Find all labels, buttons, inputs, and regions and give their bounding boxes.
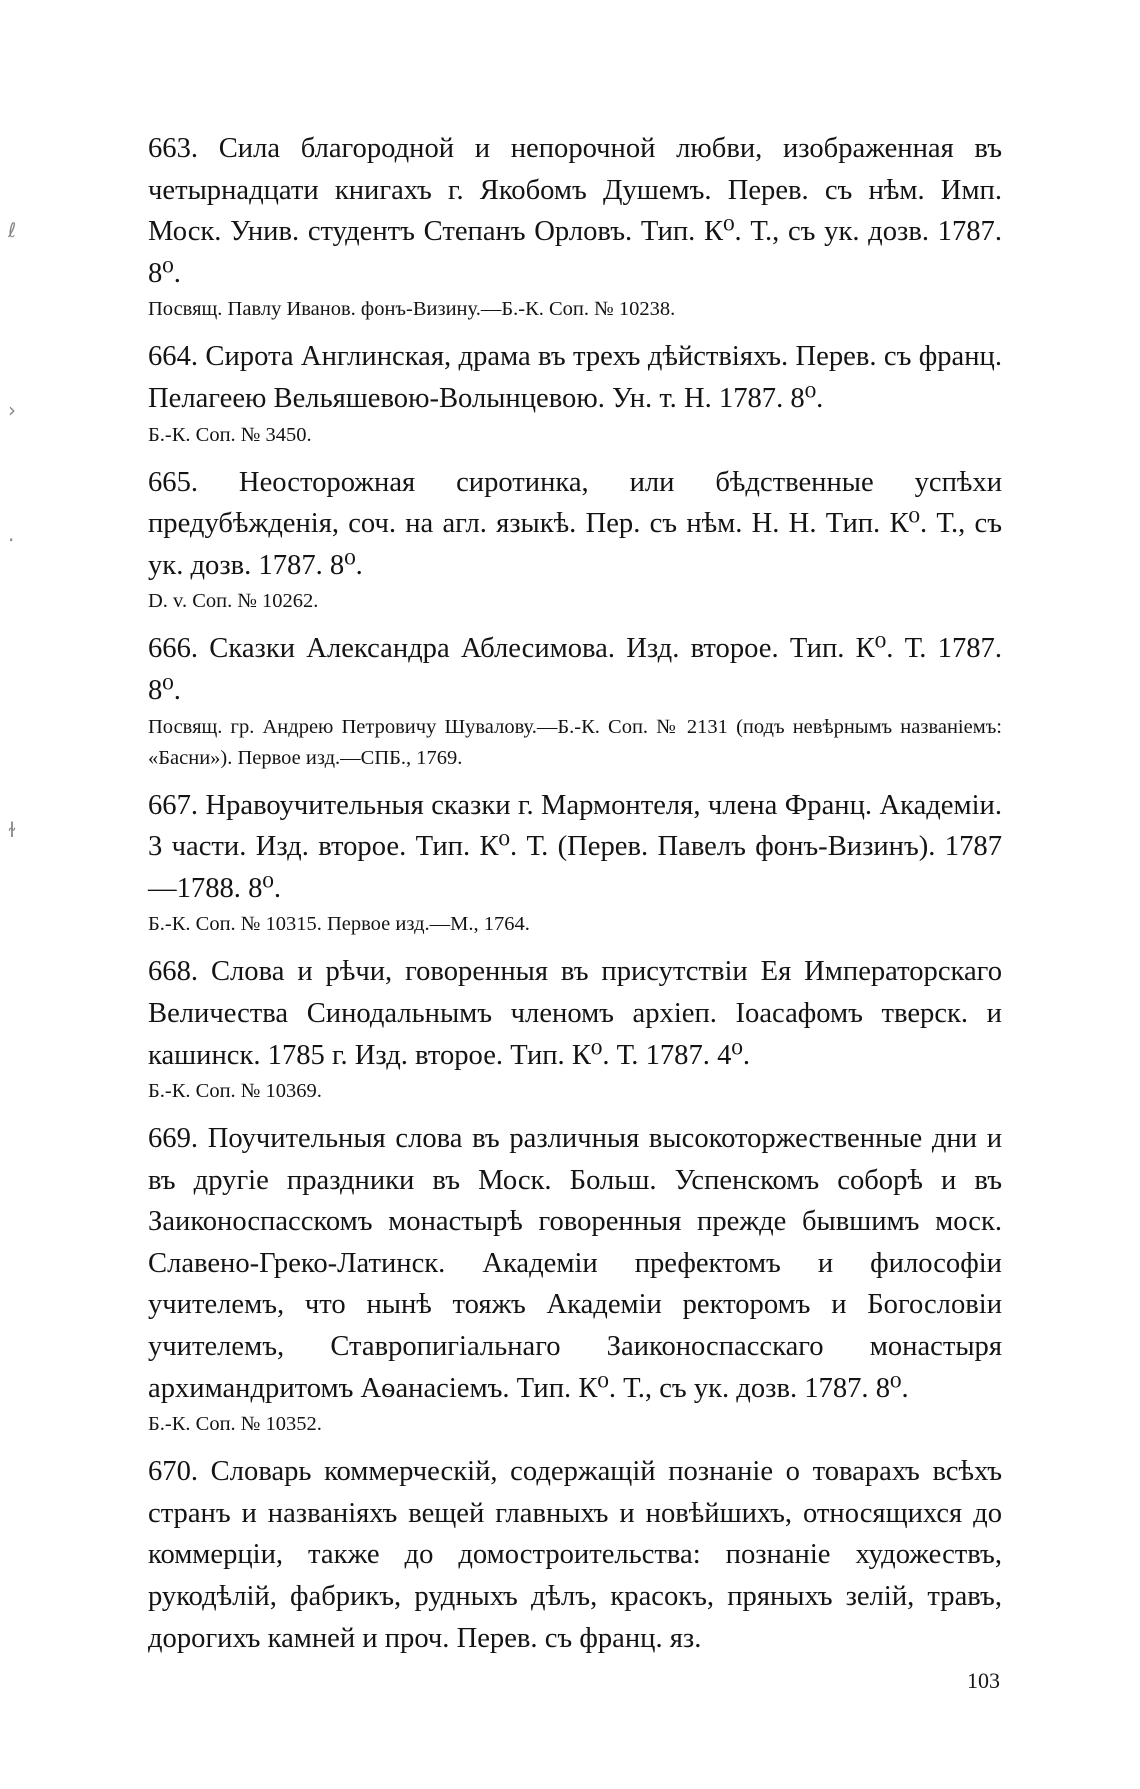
entry-title: 670. Словарь коммерческій, содержащій познаніе о товарахъ всѣхъ странъ и названіяхъ вещей главныхъ и новѣйшихъ, относящихся до коммерціи, также до домостроительства: познаніе художествъ, рукодѣлій, фабрикъ, рудныхъ дѣлъ, красокъ, пряныхъ зелій, травъ, дорогихъ камней и проч. Перев. съ франц. яз. [148,1456,1002,1654]
entry-title: 664. Сирота Англинская, драма въ трехъ дѣйствіяхъ. Перев. съ франц. Пелагеею Вельяшевою-Волынцевою. Ун. т. Н. 1787. 8⁰. [148,341,1002,414]
entry-title: 663. Сила благородной и непорочной любви, изображенная въ четырнадцати книгахъ г. Якобомъ Душемъ. Перев. съ нѣм. Имп. Моск. Унив. студентъ Степанъ Орловъ. Тип. К⁰. Т., съ ук. дозв. 1787. 8⁰. [148,133,1002,289]
catalogue-entry-667 [148,785,1002,941]
entry-note: Посвящ. Павлу Иванов. фонъ-Визину.—Б.-К. Соп. № 10238. [148,298,676,321]
catalogue-entry-663 [148,128,1002,325]
catalogue-entry-665 [148,462,1002,618]
entry-note: D. v. Соп. № 10262. [148,590,319,613]
catalogue-entry-670 [148,1451,1002,1659]
page-number: 103 [967,1668,1000,1693]
entry-title: 668. Слова и рѣчи, говоренныя въ присутствіи Ея Императорскаго Величества Синодальнымъ членомъ архіеп. Іоасафомъ тверск. и кашинск. 1785 г. Изд. второе. Тип. К⁰. Т. 1787. 4⁰. [148,956,1002,1071]
entry-note: Б.-К. Соп. № 3450. [148,423,312,446]
entry-title: 669. Поучительныя слова въ различныя высокоторжественные дни и въ другіе праздники въ Моск. Больш. Успенскомъ соборѣ и въ Заиконоспасскомъ монастырѣ говоренныя прежде бывшимъ моск. Славено-Греко-Латинск. Академіи префектомъ и философіи учителемъ, что нынѣ тояжъ Академіи ректоромъ и Богословіи учителемъ, Ставропигіальнаго Заиконоспасскаго монастыря архимандритомъ Аѳанасіемъ. Тип. К⁰. Т., съ ук. дозв. 1787. 8⁰. [148,1123,1002,1404]
entry-title: 665. Неосторожная сиротинка, или бѣдственные успѣхи предубѣжденія, соч. на агл. языкѣ. Пер. съ нѣм. Н. Н. Тип. К⁰. Т., съ ук. дозв. 1787. 8⁰. [148,466,1002,581]
catalogue-page [148,128,1002,1659]
entry-note: Посвящ. гр. Андрею Петровичу Шувалову.—Б.-К. Соп. № 2131 (подъ невѣрнымъ названіемъ: «Басни»). Первое изд.—СПБ., 1769. [148,715,1002,769]
margin-pencil-mark: ℓ [8,218,17,242]
margin-pencil-mark: · [8,528,15,552]
catalogue-entry-669 [148,1118,1002,1440]
entry-title: 666. Сказки Александра Аблесимова. Изд. второе. Тип. К⁰. Т. 1787. 8⁰. [148,633,1002,706]
entry-title: 667. Нравоучительныя сказки г. Мармонтеля, члена Франц. Академіи. 3 части. Изд. второе. Тип. К⁰. Т. (Перев. Павелъ фонъ-Визинъ). 1787—1788. 8⁰. [148,789,1002,904]
catalogue-entry-668 [148,951,1002,1107]
margin-pencil-mark: ɫ [8,818,16,842]
catalogue-entry-666 [148,628,1002,773]
entry-note: Б.-К. Соп. № 10369. [148,1080,322,1103]
entry-note: Б.-К. Соп. № 10315. Первое изд.—М., 1764. [148,913,530,936]
margin-pencil-mark: › [8,398,16,422]
entry-note: Б.-К. Соп. № 10352. [148,1413,322,1436]
catalogue-entry-664 [148,336,1002,450]
